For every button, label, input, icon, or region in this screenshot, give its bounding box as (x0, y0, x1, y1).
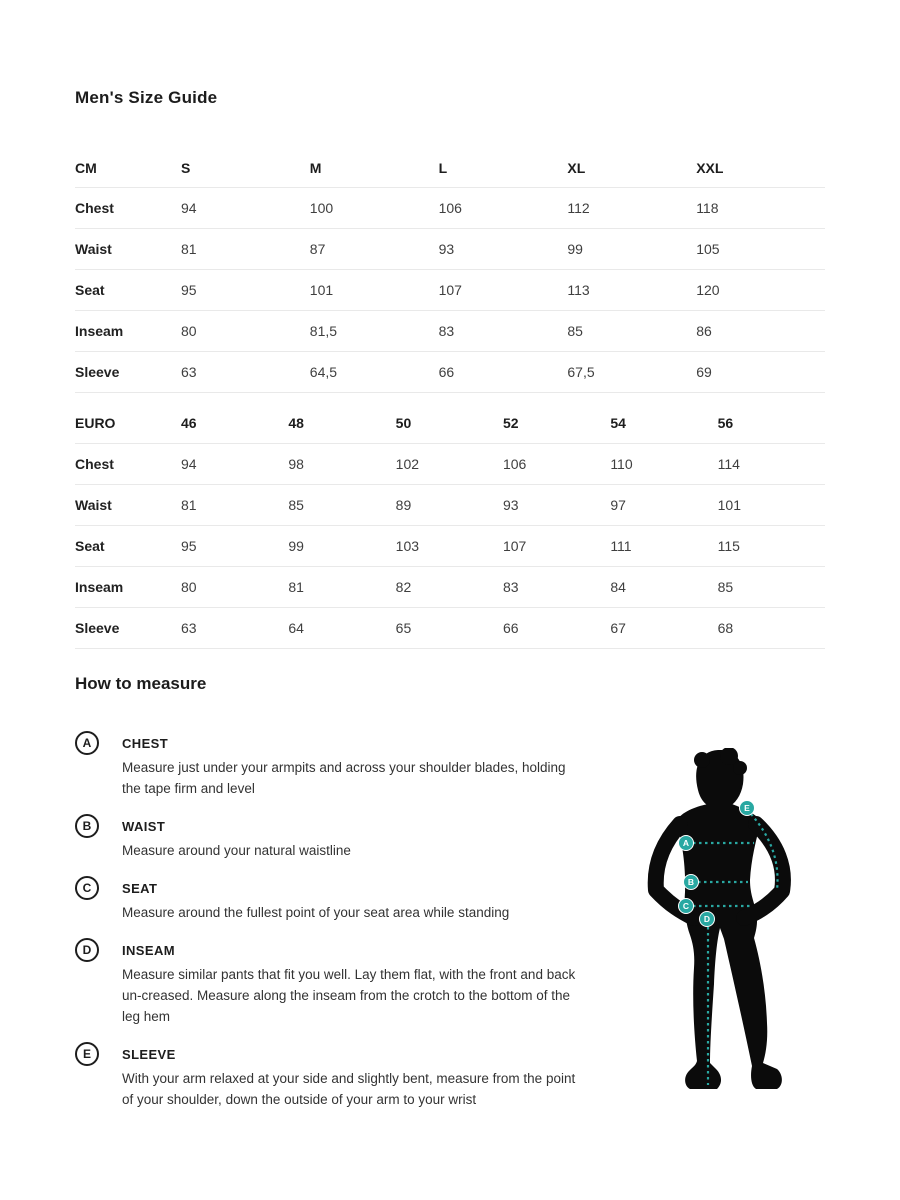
cell-value: 102 (396, 444, 503, 485)
cell-value: 111 (610, 526, 717, 567)
cell-value: 67 (610, 608, 717, 649)
marker-chest (679, 836, 694, 851)
cell-value: 89 (396, 485, 503, 526)
table-row (75, 444, 825, 485)
table-row (75, 228, 825, 269)
cell-value: 66 (503, 608, 610, 649)
cell-value: 80 (181, 310, 310, 351)
euro-size-table (75, 403, 825, 650)
measure-guide-list (75, 731, 585, 1110)
how-to-measure-title: How to measure (75, 674, 207, 693)
table-row (75, 269, 825, 310)
table-row (75, 608, 825, 649)
cell-value: 86 (696, 310, 825, 351)
measure-description: Measure just under your armpits and across your shoulder blades, holding the tape firm and level (122, 760, 566, 796)
cell-value: 82 (396, 567, 503, 608)
cell-value: 95 (181, 526, 288, 567)
measure-item-inseam (75, 938, 585, 1027)
col-header: XL (567, 150, 696, 187)
measure-name: WAIST (122, 819, 166, 834)
measure-name: INSEAM (122, 943, 175, 958)
cell-value: 81 (181, 228, 310, 269)
measure-description: Measure around your natural waistline (122, 843, 351, 858)
measure-item-chest (75, 731, 585, 799)
measure-name: SEAT (122, 881, 158, 896)
measurement-figure (630, 748, 860, 1108)
row-label: Sleeve (75, 351, 181, 392)
cell-value: 83 (439, 310, 568, 351)
row-label: Sleeve (75, 608, 181, 649)
cell-value: 93 (439, 228, 568, 269)
row-label: Waist (75, 228, 181, 269)
cell-value: 85 (567, 310, 696, 351)
row-label: Chest (75, 444, 181, 485)
cell-value: 100 (310, 187, 439, 228)
cell-value: 94 (181, 444, 288, 485)
cell-value: 66 (439, 351, 568, 392)
table-row (75, 526, 825, 567)
cell-value: 101 (718, 485, 825, 526)
col-header: 54 (610, 403, 717, 444)
cell-value: 115 (718, 526, 825, 567)
table-header-row (75, 150, 825, 187)
cell-value: 85 (288, 485, 395, 526)
row-label: Chest (75, 187, 181, 228)
cell-value: 107 (503, 526, 610, 567)
measure-name: SLEEVE (122, 1047, 176, 1062)
cell-value: 114 (718, 444, 825, 485)
body-silhouette-illustration (630, 748, 860, 1108)
cm-size-table (75, 150, 825, 393)
cell-value: 106 (439, 187, 568, 228)
cell-value: 93 (503, 485, 610, 526)
cell-value: 110 (610, 444, 717, 485)
marker-inseam (700, 912, 715, 927)
col-header: XXL (696, 150, 825, 187)
cell-value: 105 (696, 228, 825, 269)
cell-value: 64 (288, 608, 395, 649)
measure-item-seat (75, 876, 585, 923)
cell-value: 118 (696, 187, 825, 228)
cell-value: 112 (567, 187, 696, 228)
cell-value: 63 (181, 351, 310, 392)
measure-description: Measure around the fullest point of your seat area while standing (122, 905, 510, 920)
cell-value: 103 (396, 526, 503, 567)
cell-value: 98 (288, 444, 395, 485)
cell-value: 99 (288, 526, 395, 567)
letter-badge-e: E (75, 1042, 99, 1066)
cell-value: 94 (181, 187, 310, 228)
col-header: 46 (181, 403, 288, 444)
marker-seat (679, 899, 694, 914)
row-label: Seat (75, 526, 181, 567)
cell-value: 81 (181, 485, 288, 526)
svg-text:C: C (682, 901, 690, 911)
svg-text:A: A (682, 838, 690, 848)
table-header-row (75, 403, 825, 444)
col-header: 52 (503, 403, 610, 444)
cell-value: 69 (696, 351, 825, 392)
page-title: Men's Size Guide (75, 88, 218, 107)
cell-value: 84 (610, 567, 717, 608)
cell-value: 97 (610, 485, 717, 526)
unit-header-cm: CM (75, 150, 181, 187)
cell-value: 83 (503, 567, 610, 608)
letter-badge-c: C (75, 876, 99, 900)
measure-description: Measure similar pants that fit you well. Lay them flat, with the front and back un-creased. Measure along the inseam from the crotch to the bottom of the leg hem (122, 967, 576, 1024)
unit-header-euro: EURO (75, 403, 181, 444)
cell-value: 65 (396, 608, 503, 649)
measure-name: CHEST (122, 736, 169, 751)
row-label: Seat (75, 269, 181, 310)
cell-value: 81,5 (310, 310, 439, 351)
row-label: Inseam (75, 567, 181, 608)
measure-item-waist (75, 814, 585, 861)
cell-value: 120 (696, 269, 825, 310)
table-row (75, 567, 825, 608)
cell-value: 107 (439, 269, 568, 310)
table-row (75, 310, 825, 351)
cell-value: 80 (181, 567, 288, 608)
cell-value: 68 (718, 608, 825, 649)
cell-value: 64,5 (310, 351, 439, 392)
cell-value: 63 (181, 608, 288, 649)
cell-value: 87 (310, 228, 439, 269)
cell-value: 99 (567, 228, 696, 269)
marker-sleeve (740, 801, 755, 816)
cell-value: 85 (718, 567, 825, 608)
col-header: 50 (396, 403, 503, 444)
cell-value: 67,5 (567, 351, 696, 392)
letter-badge-b: B (75, 814, 99, 838)
col-header: L (439, 150, 568, 187)
row-label: Waist (75, 485, 181, 526)
svg-text:E: E (744, 803, 750, 813)
row-label: Inseam (75, 310, 181, 351)
table-row (75, 485, 825, 526)
cell-value: 113 (567, 269, 696, 310)
col-header: M (310, 150, 439, 187)
svg-text:B: B (687, 877, 695, 887)
svg-text:D: D (703, 914, 711, 924)
cell-value: 81 (288, 567, 395, 608)
col-header: 48 (288, 403, 395, 444)
measure-item-sleeve (75, 1042, 585, 1110)
col-header: 56 (718, 403, 825, 444)
table-row (75, 187, 825, 228)
letter-badge-a: A (75, 731, 99, 755)
cell-value: 95 (181, 269, 310, 310)
table-row (75, 351, 825, 392)
letter-badge-d: D (75, 938, 99, 962)
marker-waist (684, 875, 699, 890)
cell-value: 101 (310, 269, 439, 310)
cell-value: 106 (503, 444, 610, 485)
measure-description: With your arm relaxed at your side and slightly bent, measure from the point of your shoulder, down the outside of your arm to your wrist (122, 1071, 576, 1107)
col-header: S (181, 150, 310, 187)
